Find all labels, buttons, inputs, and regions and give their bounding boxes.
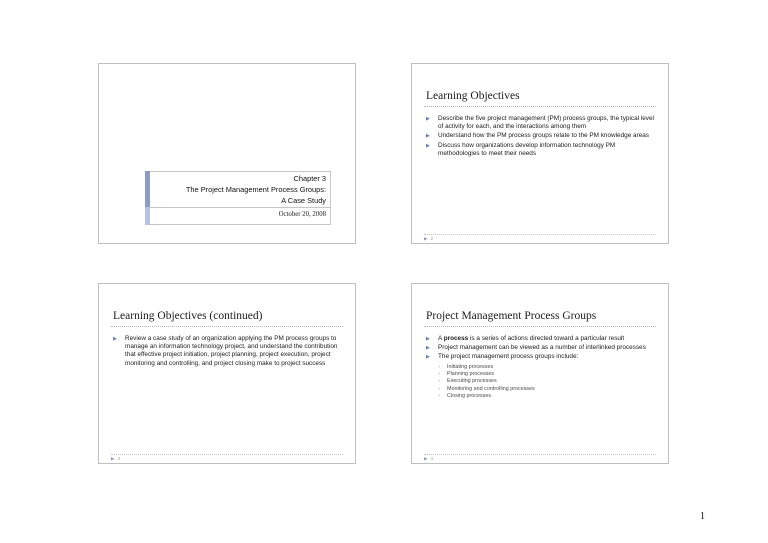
process-term: process xyxy=(443,335,469,342)
bullet-item: ▶ Review a case study of an organization applying the PM process groups to manage an information technology project, and understand the contribution that effective project initiation, project planning, project execution, project monitoring and controlling, and project closing make to project success xyxy=(113,335,338,367)
footer-divider xyxy=(424,454,656,455)
slide-1-title xyxy=(98,63,356,244)
slide-4-process-groups xyxy=(411,283,669,464)
title-divider xyxy=(424,106,656,107)
sub-bullet-item: › Closing processes xyxy=(438,393,492,400)
sub-bullet-item: › Executing processes xyxy=(438,378,497,385)
chevron-right-icon: › xyxy=(438,393,440,400)
chevron-right-icon: › xyxy=(438,378,440,385)
chevron-right-icon: › xyxy=(438,371,440,378)
slide-title: Project Management Process Groups xyxy=(426,310,597,322)
page-number: 1 xyxy=(700,511,705,522)
bullet-list xyxy=(426,115,658,159)
chevron-right-icon: › xyxy=(438,385,440,392)
footer-divider xyxy=(424,234,656,235)
triangle-right-icon: ▶ xyxy=(426,133,430,140)
slide-footer xyxy=(424,236,433,242)
slide-title: Learning Objectives (continued) xyxy=(113,310,263,322)
slide-2-learning-objectives xyxy=(411,63,669,244)
slide-3-learning-objectives-continued xyxy=(98,283,356,464)
slide-number: 4 xyxy=(430,456,433,461)
slide-footer xyxy=(111,456,120,462)
bullet-item: ▶ The project management process groups include: › Initiating processes › Planning processes › Executing processes › Monitoring and controlling processes › Closing processes xyxy=(426,353,658,400)
title-divider xyxy=(424,326,656,327)
triangle-right-icon: ▶ xyxy=(426,116,430,122)
presentation-date: October 20, 2008 xyxy=(278,211,326,218)
slide-number: 2 xyxy=(430,236,433,241)
title-accent-bar xyxy=(145,171,150,208)
slide-title: Learning Objectives xyxy=(426,90,520,102)
bullet-item: ▶ Project management can be viewed as a number of interlinked processes xyxy=(426,344,646,352)
triangle-right-icon: ▶ xyxy=(426,142,430,149)
sub-bullet-item: › Monitoring and controlling processes xyxy=(438,385,535,392)
bullet-list xyxy=(113,335,345,369)
slide-number: 3 xyxy=(117,456,120,461)
bullet-item: ▶ Discuss how organizations develop information technology PM methodologies to meet their needs xyxy=(426,141,616,157)
date-block xyxy=(145,207,331,225)
slide-footer xyxy=(424,456,433,462)
triangle-right-icon: ▶ xyxy=(426,354,430,361)
date-accent-bar xyxy=(145,207,150,225)
bullet-item: ▶ Understand how the PM process groups relate to the PM knowledge areas xyxy=(426,132,650,140)
title-block xyxy=(145,171,331,208)
bullet-item: ▶ A process is a series of actions directed toward a particular result xyxy=(426,335,625,342)
triangle-right-icon: ▶ xyxy=(426,336,430,342)
chapter-title xyxy=(186,174,326,206)
triangle-right-icon: ▶ xyxy=(111,456,115,461)
triangle-right-icon: ▶ xyxy=(424,456,428,461)
sub-bullet-item: › Planning processes xyxy=(438,371,495,378)
bullet-item: ▶ Describe the five project management (PM) process groups, the typical level of activity for each, and the interactions among them xyxy=(426,115,654,131)
chapter-title-line-2: The Project Management Process Groups: xyxy=(185,184,326,194)
sub-bullet-list xyxy=(438,364,658,401)
bullet-list xyxy=(426,335,658,402)
triangle-right-icon: ▶ xyxy=(424,236,428,241)
footer-divider xyxy=(111,454,343,455)
chevron-right-icon: › xyxy=(438,363,440,370)
title-divider xyxy=(111,326,343,327)
chapter-title-line-1: Chapter 3 xyxy=(293,174,326,183)
triangle-right-icon: ▶ xyxy=(113,336,117,342)
sub-bullet-item: › Initiating processes xyxy=(438,363,494,370)
chapter-title-line-3: A Case Study xyxy=(281,195,326,205)
triangle-right-icon: ▶ xyxy=(426,345,430,352)
